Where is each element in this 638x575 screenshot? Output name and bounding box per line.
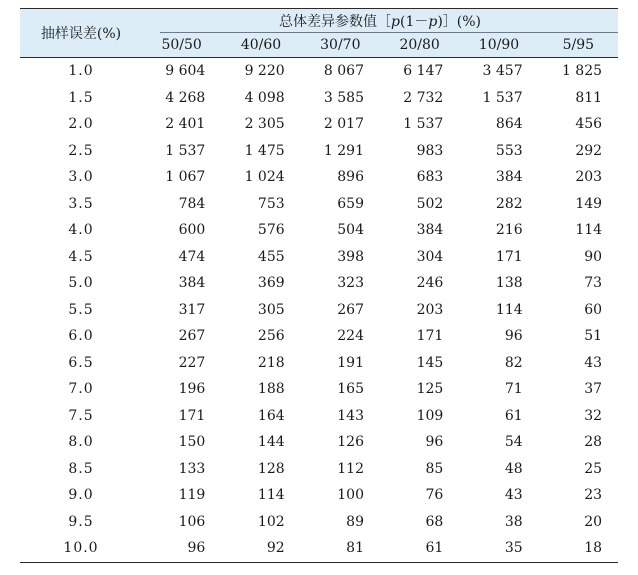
header-row-top [20,9,618,34]
table-row [20,376,618,403]
sample-size-cell: 92 [221,535,300,562]
sampling-error-cell: 4.0 [68,222,94,239]
column-header: 50/50 [142,33,221,58]
sampling-error-cell: 4.5 [68,248,94,265]
sampling-error-cell: 5.5 [68,301,94,318]
table-row [20,350,618,377]
sample-size-cell: 811 [575,89,603,106]
sample-size-cell: 267 [337,301,364,318]
sampling-error-cell: 10.0 [20,535,142,562]
column-header: 5/95 [539,33,618,58]
sample-size-cell: 218 [257,354,285,371]
table-row [20,164,618,191]
table-row [20,270,618,297]
table-row [20,429,618,456]
sample-size-cell: 114 [575,222,603,239]
sampling-error-cell: 7.5 [68,407,94,424]
sample-size-cell: 18 [539,535,618,562]
table-row [20,191,618,218]
sample-size-cell: 96 [425,434,444,451]
table-row [20,58,618,85]
sample-size-cell: 282 [495,195,523,212]
table-row [20,217,618,244]
sample-size-cell: 1 475 [244,142,285,159]
sample-size-cell: 4 268 [165,89,206,106]
table-body [20,58,618,563]
sample-size-cell: 43 [584,354,603,371]
sample-size-cell: 48 [504,460,523,477]
sample-size-cell: 109 [416,407,444,424]
sample-size-cell: 128 [257,460,285,477]
sample-size-cell: 305 [257,301,285,318]
sample-size-cell: 114 [257,487,285,504]
sample-size-cell: 143 [337,407,364,424]
sample-size-cell: 203 [416,301,444,318]
table-row [20,482,618,509]
sample-size-cell: 1 067 [165,169,206,186]
sample-size-cell: 37 [584,381,603,398]
sample-size-cell: 85 [425,460,444,477]
group-header-underline [160,32,618,33]
sample-size-cell: 82 [504,354,523,371]
sample-size-cell: 125 [416,381,444,398]
sample-size-cell: 504 [337,222,364,239]
sample-size-cell: 317 [178,301,206,318]
sample-size-cell: 96 [142,535,221,562]
sample-size-cell: 246 [416,275,444,292]
sample-size-cell: 100 [337,487,364,504]
sample-size-cell: 227 [178,354,206,371]
sample-size-cell: 89 [346,513,364,530]
sample-size-cell: 502 [416,195,444,212]
sample-size-cell: 145 [416,354,444,371]
sample-size-cell: 896 [337,169,364,186]
sampling-error-cell: 8.5 [68,460,94,477]
group-header-p2: p [428,14,438,30]
sample-size-cell: 76 [425,487,444,504]
sample-size-cell: 384 [495,169,523,186]
sample-size-cell: 292 [575,142,603,159]
sample-size-cell: 96 [504,328,523,345]
sample-size-cell: 54 [504,434,523,451]
sample-size-cell: 171 [416,328,444,345]
sample-size-cell: 3 585 [323,89,364,106]
table-row [20,509,618,536]
sample-size-cell: 2 017 [323,116,364,133]
table-row [20,297,618,324]
table-row [20,244,618,271]
sample-size-cell: 4 098 [244,89,285,106]
sampling-error-cell: 2.5 [68,142,94,159]
sample-size-cell: 9 604 [165,63,206,80]
sample-size-cell: 149 [575,195,603,212]
sample-size-cell: 191 [337,354,364,371]
sample-size-cell: 256 [257,328,285,345]
table-row [20,403,618,430]
sample-size-cell: 71 [504,381,523,398]
group-header-population-variance [142,9,618,34]
sample-size-cell: 43 [504,487,523,504]
sample-size-cell: 216 [495,222,523,239]
table-row [20,85,618,112]
sample-size-cell: 8 067 [323,63,364,80]
sampling-error-cell: 6.5 [68,354,94,371]
sampling-error-cell: 3.5 [68,195,94,212]
sample-size-cell: 28 [584,434,603,451]
sampling-error-cell: 6.0 [68,328,94,345]
sample-size-cell: 9 220 [244,63,285,80]
sample-size-cell: 51 [584,328,603,345]
sample-size-cell: 304 [416,248,444,265]
sample-size-cell: 659 [337,195,364,212]
sample-size-table-container [20,8,618,563]
sample-size-cell: 73 [584,275,603,292]
sample-size-cell: 20 [584,513,603,530]
sample-size-cell: 90 [584,248,603,265]
sample-size-cell: 474 [178,248,206,265]
sample-size-cell: 600 [178,222,206,239]
sample-size-cell: 164 [257,407,285,424]
sample-size-cell: 1 537 [165,142,206,159]
sample-size-cell: 60 [584,301,603,318]
sample-size-cell: 553 [495,142,523,159]
sample-size-cell: 753 [257,195,285,212]
table-header [20,9,618,58]
sample-size-cell: 2 305 [244,116,285,133]
sample-size-cell: 384 [416,222,444,239]
sample-size-cell: 224 [337,328,364,345]
sample-size-cell: 114 [495,301,523,318]
sampling-error-cell: 2.0 [68,116,94,133]
sampling-error-cell: 1.5 [68,89,94,106]
sample-size-cell: 456 [575,116,603,133]
column-header: 20/80 [380,33,459,58]
sample-size-cell: 61 [380,535,459,562]
sample-size-cell: 171 [178,407,206,424]
sample-size-cell: 1 024 [244,169,285,186]
sample-size-cell: 983 [416,142,444,159]
sample-size-cell: 61 [504,407,523,424]
table-row [20,111,618,138]
sample-size-cell: 112 [337,460,364,477]
sample-size-cell: 2 732 [403,89,444,106]
sample-size-cell: 455 [257,248,285,265]
sample-size-cell: 1 825 [561,63,603,80]
sample-size-cell: 32 [584,407,603,424]
table-row [20,535,618,562]
sample-size-cell: 81 [301,535,380,562]
sample-size-cell: 6 147 [403,63,444,80]
sample-size-cell: 864 [495,116,523,133]
sample-size-cell: 784 [178,195,206,212]
group-header-p1: p [391,14,400,30]
row-header-sampling-error: 抽样误差(%) [20,9,142,58]
sample-size-cell: 102 [257,513,285,530]
group-header-prefix: 总体差异参数值［ [279,14,392,30]
sampling-error-cell: 1.0 [68,63,94,80]
sample-size-cell: 323 [337,275,364,292]
sampling-error-cell: 9.0 [68,487,94,504]
sample-size-cell: 38 [504,513,523,530]
table-row [20,323,618,350]
sample-size-cell: 133 [178,460,206,477]
sample-size-cell: 384 [178,275,206,292]
sample-size-cell: 1 291 [323,142,364,159]
sample-size-cell: 35 [459,535,538,562]
sample-size-cell: 369 [257,275,285,292]
sample-size-cell: 196 [178,381,206,398]
sample-size-cell: 165 [337,381,364,398]
sampling-error-cell: 8.0 [68,434,94,451]
sample-size-cell: 1 537 [403,116,444,133]
table-row [20,456,618,483]
column-header: 30/70 [301,33,380,58]
sampling-error-cell: 7.0 [68,381,94,398]
column-header: 40/60 [221,33,300,58]
sample-size-cell: 398 [337,248,364,265]
sample-size-cell: 2 401 [165,116,206,133]
sample-size-cell: 126 [337,434,364,451]
group-header-mid: (1－ [399,14,429,30]
sample-size-cell: 150 [178,434,206,451]
sample-size-table [20,8,618,563]
sampling-error-cell: 9.5 [68,513,94,530]
sample-size-cell: 138 [495,275,523,292]
sample-size-cell: 119 [178,487,206,504]
sampling-error-cell: 5.0 [68,275,94,292]
sample-size-cell: 23 [584,487,603,504]
sample-size-cell: 25 [584,460,603,477]
sample-size-cell: 576 [257,222,285,239]
sample-size-cell: 144 [257,434,285,451]
sample-size-cell: 203 [575,169,603,186]
sample-size-cell: 683 [416,169,444,186]
sample-size-cell: 1 537 [482,89,523,106]
sample-size-cell: 171 [495,248,523,265]
sample-size-cell: 68 [425,513,444,530]
sample-size-cell: 3 457 [482,63,523,80]
table-row [20,138,618,165]
group-header-suffix: )］(%) [437,14,482,30]
sample-size-cell: 188 [257,381,285,398]
column-header: 10/90 [459,33,538,58]
sample-size-cell: 267 [178,328,206,345]
sampling-error-cell: 3.0 [68,169,94,186]
sample-size-cell: 106 [178,513,206,530]
